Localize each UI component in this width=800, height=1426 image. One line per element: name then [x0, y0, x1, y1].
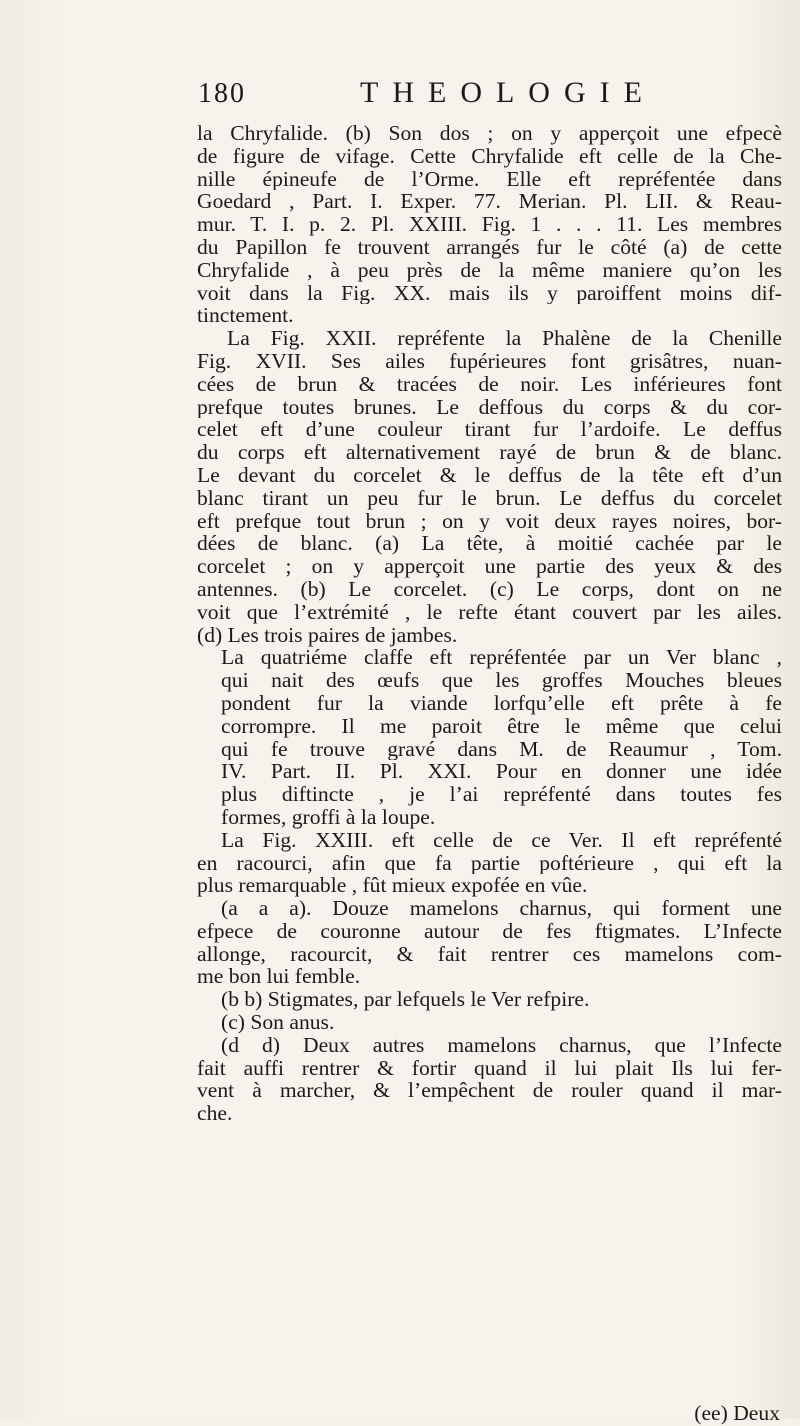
text-line: La quatriéme claffe eft repréfentée par un Ver blanc , [221, 646, 782, 670]
text-line: vent à marcher, & l’empêchent de rouler quand il mar- [197, 1079, 782, 1103]
body-text [197, 122, 782, 1125]
text-line: qui fe trouve gravé dans M. de Reaumur , Tom. [221, 737, 782, 761]
text-line: voit dans la Fig. XX. mais ils y paroiffent moins dif- [197, 281, 782, 305]
text-line: eft prefque tout brun ; on y voit deux rayes noires, bor- [197, 509, 782, 533]
text-line: voit que l’extrémité , le refte étant couvert par les ailes. [197, 600, 782, 624]
text-line: plus diftincte , je l’ai repréfenté dans toutes fes [221, 783, 782, 806]
text-line: de figure de vifage. Cette Chryfalide eft celle de la Che- [197, 144, 782, 168]
text-line: dées de blanc. (a) La tête, à moitié cachée par le [197, 532, 782, 556]
text-line: formes, groffi à la loupe. [221, 804, 436, 829]
text-line: nille épineufe de l’Orme. Elle eft repréfentée dans [197, 167, 782, 191]
text-line: mur. T. I. p. 2. Pl. XXIII. Fig. 1 . . . 11. Les membres [197, 213, 782, 236]
text-line: corrompre. Il me paroit être le même que celui [221, 714, 782, 738]
text-line: cées de brun & tracées de noir. Les inférieures font [197, 372, 782, 396]
text-line: fait auffi rentrer & fortir quand il lui plait Ils lui fer- [197, 1056, 782, 1080]
text-line: antennes. (b) Le corcelet. (c) Le corps, dont on ne [197, 577, 782, 601]
text-line: tinctement. [197, 303, 294, 328]
text-line: La Fig. XXII. repréfente la Phalène de la Chenille [227, 327, 782, 350]
text-line: (d) Les trois paires de jambes. [197, 622, 458, 647]
text-line: (b b) Stigmates, par lefquels le Ver refpire. [221, 987, 590, 1012]
text-line: (c) Son anus. [221, 1010, 335, 1035]
text-line: Chryfalide , à peu près de la même maniere qu’on les [197, 258, 782, 282]
text-line: pondent fur la viande lorfqu’elle eft prête à fe [221, 691, 782, 715]
text-line: blanc tirant un peu fur le brun. Le deffus du corcelet [197, 486, 782, 510]
text-line: (d d) Deux autres mamelons charnus, que l’Infecte [221, 1033, 782, 1057]
text-line: efpece de couronne autour de fes ftigmates. L’Infecte [197, 919, 782, 943]
text-line: en racourci, afin que fa partie poftérieure , qui eft la [197, 851, 782, 875]
text-line: qui nait des œufs que les groffes Mouches bleues [221, 669, 782, 692]
text-line: du corps eft alternativement rayé de brun & de blanc. [197, 441, 782, 464]
text-line: allonge, racourcit, & fait rentrer ces mamelons com- [197, 942, 782, 966]
page-number: 180 [198, 78, 246, 109]
text-line: prefque toutes brunes. Le deffous du corps & du cor- [197, 395, 782, 419]
text-line: (a a a). Douze mamelons charnus, qui forment une [221, 897, 782, 920]
text-line: du Papillon fe trouvent arrangés fur le côté (a) de cette [197, 235, 782, 259]
catchword: (ee) Deux [694, 1401, 780, 1425]
text-line: Le devant du corcelet & le deffus de la tête eft d’un [197, 463, 782, 487]
text-line: IV. Part. II. Pl. XXI. Pour en donner une idée [221, 760, 782, 784]
text-line: celet eft d’une couleur tirant fur l’ardoife. Le deffus [197, 418, 782, 442]
text-line: La Fig. XXIII. eft celle de ce Ver. Il eft repréfenté [221, 828, 782, 852]
text-line: me bon lui femble. [197, 964, 361, 989]
page-header [180, 78, 780, 118]
text-line: Fig. XVII. Ses ailes fupérieures font grisâtres, nuan- [197, 349, 782, 373]
text-line: Goedard , Part. I. Exper. 77. Merian. Pl. LII. & Reau- [197, 190, 782, 214]
text-line: la Chryfalide. (b) Son dos ; on y apperçoit une efpecè [197, 122, 782, 145]
text-line: corcelet ; on y apperçoit une partie des yeux & des [197, 555, 782, 578]
running-title: THEOLOGIE [360, 76, 656, 109]
text-line: plus remarquable , fût mieux expofée en vûe. [197, 873, 588, 898]
text-line: che. [197, 1101, 233, 1126]
